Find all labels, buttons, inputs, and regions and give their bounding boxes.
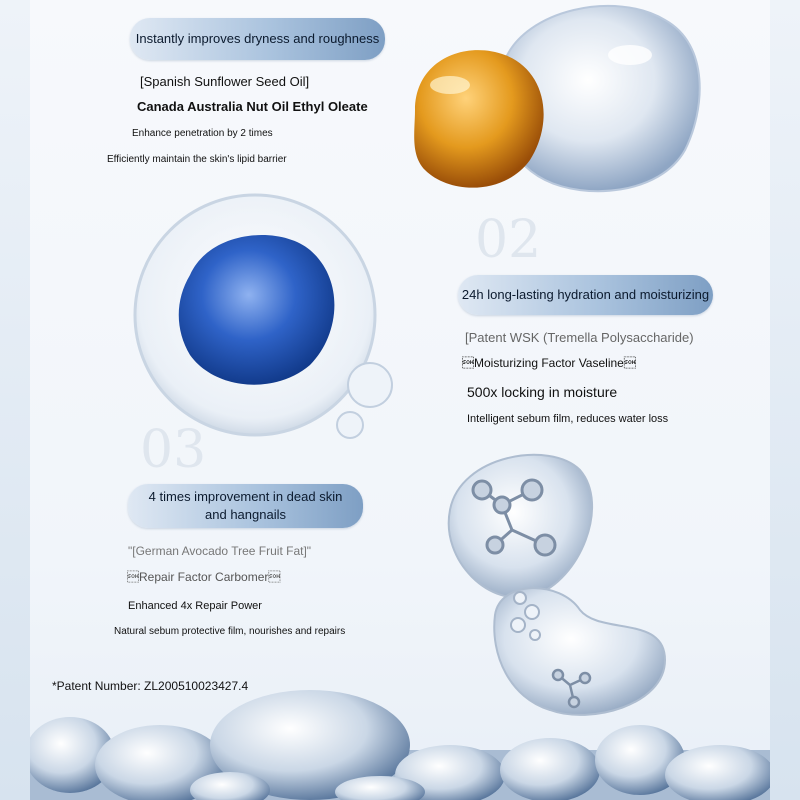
ingredient-tremella: [Patent WSK (Tremella Polysaccharide) [465, 330, 694, 345]
headline-text: 24h long-lasting hydration and moisturizing [461, 287, 710, 302]
benefit-moisture-lock: 500x locking in moisture [467, 384, 618, 400]
benefit-sebum-film: Intelligent sebum film, reduces water loss [467, 413, 669, 425]
amber-gel-droplet-image [395, 0, 725, 210]
headline-text: 4 times improvement in dead skin and hangnails [148, 489, 343, 522]
ingredient-nut-oil: Canada Australia Nut Oil Ethyl Oleate [137, 99, 368, 114]
left-frame [0, 0, 30, 800]
headline-text: Instantly improves dryness and roughness [135, 31, 380, 46]
headline-pill-repair [128, 484, 363, 528]
right-frame [770, 0, 800, 800]
benefit-repair-power: Enhanced 4x Repair Power [128, 600, 262, 612]
molecule-gel-image [440, 440, 680, 730]
ingredient-carbomer: Repair Factor Carbomer [127, 570, 281, 584]
ingredient-sunflower-oil: [Spanish Sunflower Seed Oil] [140, 74, 310, 89]
watermark-number-03: 03 [140, 420, 207, 480]
benefit-penetration: Enhance penetration by 2 times [132, 128, 273, 139]
watermark-number-02: 02 [475, 210, 542, 270]
headline-pill-dryness [130, 18, 385, 60]
ingredient-vaseline: Moisturizing Factor Vaseline [462, 356, 636, 370]
ingredient-avocado-fat: "[German Avocado Tree Fruit Fat]" [128, 544, 312, 558]
patent-number-note: *Patent Number: ZL200510023427.4 [52, 679, 249, 693]
blue-crystal-in-bubble-image [115, 190, 435, 460]
benefit-lipid-barrier: Efficiently maintain the skin's lipid barrier [107, 154, 287, 165]
water-bubbles-image [30, 690, 770, 800]
headline-pill-hydration [458, 275, 713, 315]
benefit-protective-film: Natural sebum protective film, nourishes and repairs [114, 626, 346, 637]
